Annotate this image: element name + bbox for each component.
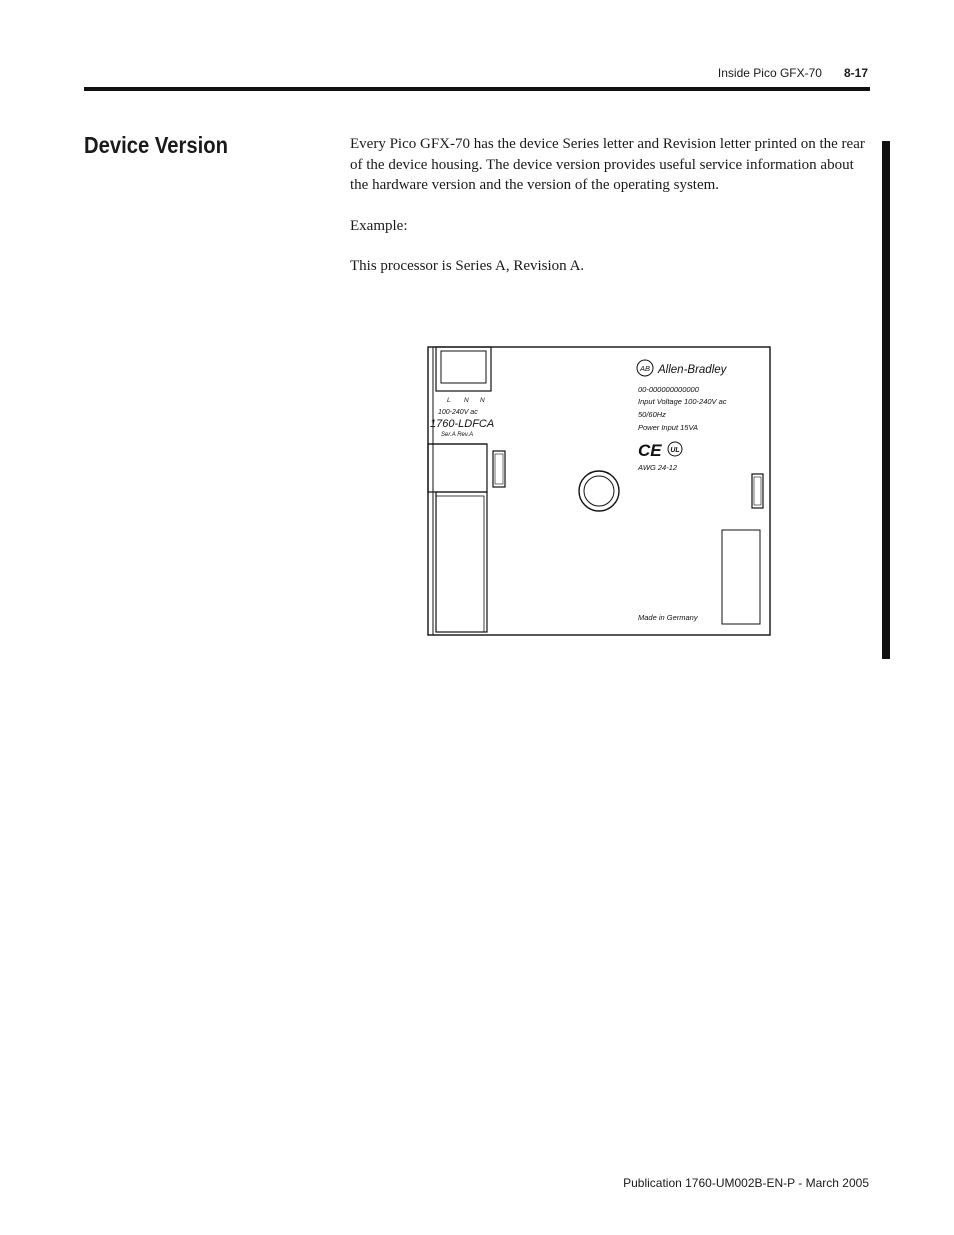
chapter-title: Inside Pico GFX-70 [717,66,822,80]
connector-top-outer [436,347,491,391]
slot-left-inner [495,454,503,484]
page-number: 8-17 [843,66,868,80]
publication-footer: Publication 1760-UM002B-EN-P - March 2005 [623,1176,869,1190]
section-title: Device Version [84,132,229,158]
chapter-thumb-bar [882,141,890,659]
serial-number: 00-000000000000 [638,385,699,394]
connector-top-inner [441,351,486,383]
paragraph-example-text: This processor is Series A, Revision A. [350,258,585,274]
wire-gauge: AWG 24-12 [638,463,678,472]
ce-mark: CE [638,441,662,460]
lower-terminal-outer [436,492,487,632]
slot-right [752,474,763,508]
terminal-label-l: L [447,397,451,404]
power-input: Power Input 15VA [638,423,699,432]
voltage-rating: 100-240V ac [438,409,478,416]
device-rear-figure [427,346,771,636]
ab-logo-mark: AB [639,364,651,373]
device-rear-drawing [427,346,771,636]
round-button-outer [579,471,619,511]
paragraph-intro: Every Pico GFX-70 has the device Series letter and Revision letter printed on the rear of the device housing. The device version provides useful service information about the hardware version and the version of the operating system. [350,136,865,193]
housing-outline [428,347,770,635]
round-button-inner [584,476,614,506]
paragraph-example-label: Example: [350,217,408,234]
ul-mark: UL [670,447,680,454]
input-voltage: Input Voltage 100-240V ac [638,397,727,406]
catalog-number: 1760-LDFCA [430,418,495,430]
header-rule [84,87,870,91]
made-in: Made in Germany [638,613,698,622]
terminal-label-n2: N [480,397,485,404]
section-body [350,134,870,297]
terminal-block [428,444,487,492]
lower-terminal-inner [436,496,484,632]
frequency: 50/60Hz [638,410,666,419]
brand-name: Allen-Bradley [658,364,727,376]
series-revision: Ser.A Rev.A [441,432,474,438]
label-panel [722,530,760,624]
terminal-label-n1: N [464,397,469,404]
slot-right-inner [754,477,761,505]
running-header [700,66,868,80]
